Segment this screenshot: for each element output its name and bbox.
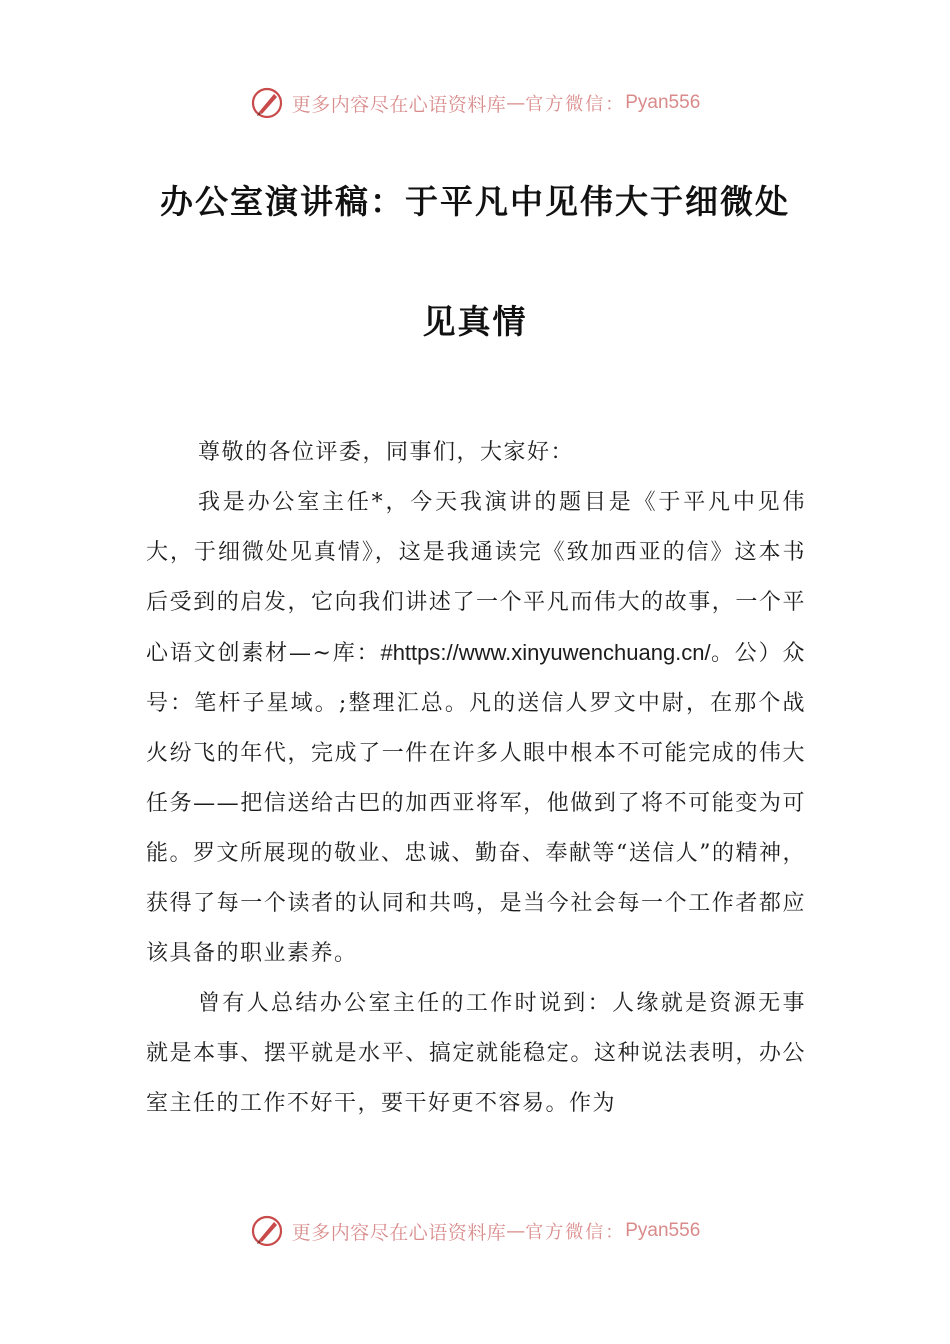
banner-wechat-label: 官方微信：	[525, 1222, 626, 1243]
banner-separator: —	[506, 1220, 526, 1242]
paragraph-1-text-b: 。公）众号：笔杆子星域。;整理汇总。凡的送信人罗文中尉，在那个战火纷飞的年代，完成了一件在许多人眼中根本不可能完成的伟大任务——把信送给古巴的加西亚将军，他做到了将不可能变为可能。罗文所展现的敬业、忠诚、勤奋、奉献等“送信人”的精神，获得了每一个读者的认同和共鸣，是当今社会每一个工作者都应该具备的职业素养。	[146, 641, 806, 966]
paragraph-1	[146, 478, 806, 979]
quill-pen-logo-icon	[250, 1214, 284, 1248]
footer-banner	[0, 1206, 950, 1256]
paragraph-1-url: #https://www.xinyuwenchuang.cn/	[380, 640, 711, 665]
header-banner	[0, 78, 950, 128]
page-title-line-1: 办公室演讲稿：于平凡中见伟大于细微处	[160, 182, 790, 221]
quill-pen-logo-icon	[250, 86, 284, 120]
greeting-paragraph: 尊敬的各位评委，同事们，大家好：	[198, 440, 575, 465]
page-title-line-2: 见真情	[422, 302, 528, 341]
banner-wechat-label: 官方微信：	[525, 94, 626, 115]
banner-wechat-id: Pyan556	[625, 92, 701, 113]
banner-text: 更多内容尽在心语资料库	[291, 1221, 507, 1244]
banner-wechat-id: Pyan556	[625, 1220, 701, 1241]
paragraph-1-text-a: 我是办公室主任*，今天我演讲的题目是《于平凡中见伟大，于细微处见真情》，这是我通读完《致加西亚的信》这本书后受到的启发，它向我们讲述了一个平凡而伟大的故事，一个平心语文创素材—~库：	[146, 490, 806, 666]
banner-text: 更多内容尽在心语资料库	[291, 93, 507, 116]
paragraph-2: 曾有人总结办公室主任的工作时说到：人缘就是资源无事就是本事、摆平就是水平、搞定就能稳定。这种说法表明，办公室主任的工作不好干，要干好更不容易。作为	[146, 991, 806, 1116]
document-body	[146, 428, 806, 1129]
banner-separator: —	[506, 92, 526, 114]
